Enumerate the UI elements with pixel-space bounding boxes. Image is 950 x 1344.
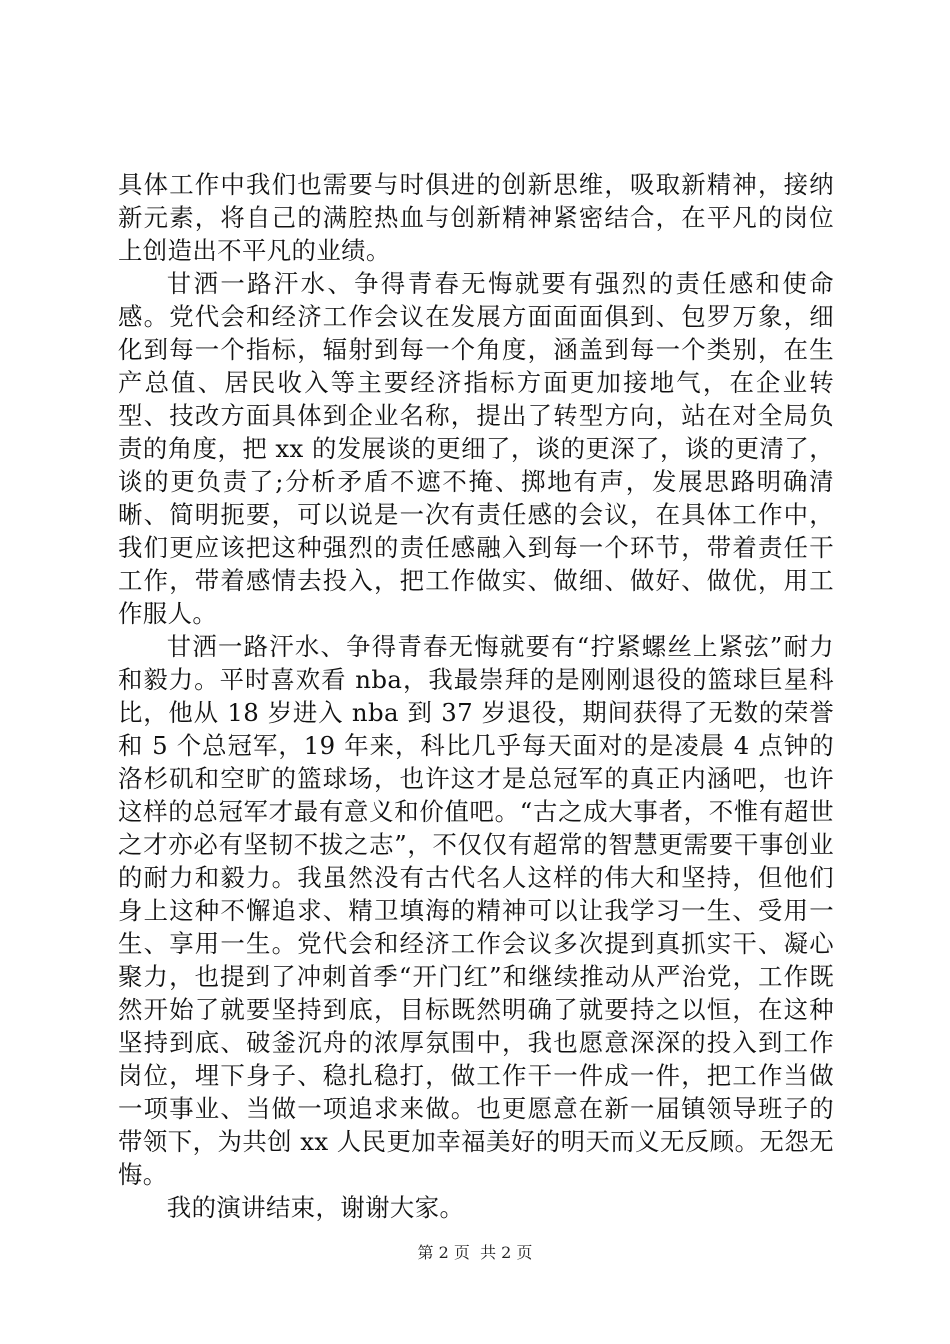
- page-footer: [0, 1243, 950, 1263]
- paragraph-4: 我的演讲结束，谢谢大家。: [166, 1193, 465, 1222]
- paragraph-1: 具体工作中我们也需要与时俱进的创新思维，吸取新精神，接纳新元素，将自己的满腔热血与创新精神紧密结合，在平凡的岗位上创造出不平凡的业绩。: [118, 170, 834, 265]
- paragraph-2: 甘洒一路汗水、争得青春无悔就要有强烈的责任感和使命感。党代会和经济工作会议在发展方面面面俱到、包罗万象，细化到每一个指标，辐射到每一个角度，涵盖到每一个类别，在生产总值、居民收入等主要经济指标方面更加接地气，在企业转型、技改方面具体到企业名称，提出了转型方向，站在对全局负责的角度，把 xx 的发展谈的更细了，谈的更深了，谈的更清了，谈的更负责了;分析矛盾不遮不掩、掷地有声，发展思路明确清晰、简明扼要，可以说是一次有责任感的会议，在具体工作中，我们更应该把这种强烈的责任感融入到每一个环节，带着责任干工作，带着感情去投入，把工作做实、做细、做好、做优，用工作服人。: [118, 269, 834, 628]
- page-total: 共 2 页: [480, 1243, 533, 1262]
- page-number: 第 2 页: [417, 1243, 470, 1262]
- paragraph-3: 甘洒一路汗水、争得青春无悔就要有“拧紧螺丝上紧弦”耐力和毅力。平时喜欢看 nba，我最崇拜的是刚刚退役的篮球巨星科比，他从 18 岁进入 nba 到 37 岁退役，期间获得了无数的荣誉和 5 个总冠军，19 年来，科比几乎每天面对的是凌晨 4 点钟的洛杉矶和空旷的篮球场，也许这才是总冠军的真正内涵吧，也许这样的总冠军才最有意义和价值吧。“古之成大事者，不惟有超世之才亦必有坚韧不拔之志”，不仅仅有超常的智慧更需要干事创业的耐力和毅力。我虽然没有古代名人这样的伟大和坚持，但他们身上这种不懈追求、精卫填海的精神可以让我学习一生、受用一生、享用一生。党代会和经济工作会议多次提到真抓实干、凝心聚力，也提到了冲刺首季“开门红”和继续推动从严治党，工作既然开始了就要坚持到底，目标既然明确了就要持之以恒，在这种坚持到底、破釜沉舟的浓厚氛围中，我也愿意深深的投入到工作岗位，埋下身子、稳扎稳打，做工作干一件成一件，把工作当做一项事业、当做一项追求来做。也更愿意在新一届镇领导班子的带领下，为共创 xx 人民更加幸福美好的明天而义无反顾。无怨无悔。: [118, 632, 834, 1189]
- document-body: [118, 168, 834, 1224]
- footer-separator: [470, 1243, 480, 1262]
